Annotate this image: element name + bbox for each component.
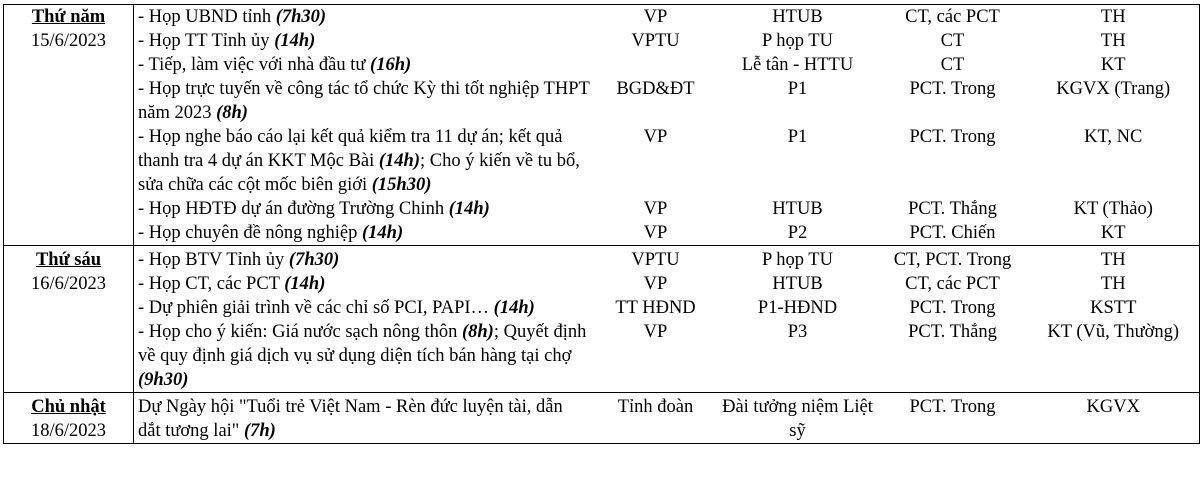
activity-time: (8h) (216, 103, 248, 123)
coordinator-cell: KT, NC (1028, 125, 1200, 197)
schedule-body (4, 5, 1200, 444)
activity-time: (14h) (284, 274, 326, 294)
activity-text: - Họp CT, các PCT (138, 274, 280, 294)
activity-text: - Họp TT Tỉnh ủy (138, 31, 270, 51)
activity-time-2: (15h30) (371, 175, 432, 195)
activity-time: (14h) (362, 223, 404, 243)
location-cell: P3 (787, 322, 808, 342)
day-date: 18/6/2023 (30, 421, 107, 441)
activity-text: - Họp UBND tỉnh (138, 7, 272, 27)
activity-time: (14h) (274, 31, 316, 51)
activity-text: - Họp nghe báo cáo lại kết quả kiểm tra 11 dự án; kết quả thanh tra 4 dự án KKT Mộc Bài (138, 127, 563, 171)
coordinator-cell: KT (Vũ, Thường) (1028, 320, 1200, 393)
activity-time: (7h) (243, 421, 276, 441)
leader-cell: CT, các PCT (878, 5, 1028, 30)
leader-cell: PCT. Thắng (908, 199, 997, 219)
coordinator-cell: TH (1028, 246, 1200, 273)
activity-text: - Họp BTV Tỉnh ủy (138, 250, 285, 270)
location-cell: P1 (787, 127, 808, 147)
coordinator-cell: TH (1028, 272, 1200, 296)
activity-time: (14h) (448, 199, 490, 219)
activity-text: - Họp cho ý kiến: Giá nước sạch nông thôn (138, 322, 458, 342)
activity-text: Dự Ngày hội "Tuổi trẻ Việt Nam - Rèn đức luyện tài, dẫn dắt tương lai" (138, 397, 563, 441)
activity-cell (134, 125, 594, 197)
leader-cell: CT (940, 31, 965, 51)
leader-cell: PCT. Chiến (909, 223, 996, 243)
activity-cell (134, 77, 594, 125)
activity-text-2: ; Quyết định về quy định giá dịch vụ sử dụng diện tích bán hàng tại chợ (138, 322, 587, 366)
activity-cell (134, 29, 594, 53)
coordinator-cell: KT (1028, 53, 1200, 77)
day-cell (4, 393, 134, 444)
coordinator-cell: KGVX (1028, 393, 1200, 444)
leader-cell: CT, các PCT (905, 274, 1000, 294)
activity-cell (134, 296, 594, 320)
leader-cell: PCT. Trong (909, 298, 996, 318)
location-cell: HTUB (772, 199, 823, 219)
host-cell (594, 53, 718, 77)
coordinator-cell: TH (1028, 5, 1200, 30)
host-cell: VP (643, 127, 668, 147)
activity-cell (134, 272, 594, 296)
leader-cell: CT, PCT. Trong (878, 246, 1028, 273)
day-date: 16/6/2023 (30, 274, 107, 294)
location-cell: HTUB (772, 274, 823, 294)
schedule-row (4, 272, 1200, 296)
schedule-row (4, 296, 1200, 320)
coordinator-cell: TH (1028, 29, 1200, 53)
schedule-row (4, 320, 1200, 393)
coordinator-cell: KGVX (Trang) (1028, 77, 1200, 125)
host-cell: VP (643, 274, 668, 294)
location-cell: Lễ tân - HTTU (741, 55, 854, 75)
schedule-row (4, 246, 1200, 273)
day-name: Thứ sáu (35, 250, 102, 270)
schedule-row (4, 53, 1200, 77)
host-cell: BGD&ĐT (616, 79, 695, 99)
day-cell (4, 246, 134, 393)
host-cell: VPTU (594, 246, 718, 273)
schedule-row (4, 221, 1200, 246)
schedule-row (4, 5, 1200, 30)
activity-time: (7h30) (288, 250, 340, 270)
leader-cell: PCT. Trong (878, 393, 1028, 444)
activity-time: (8h) (461, 322, 494, 342)
activity-text: - Dự phiên giải trình về các chỉ số PCI, PAPI… (138, 298, 490, 318)
host-cell: VP (643, 223, 668, 243)
location-cell: P1-HĐND (757, 298, 838, 318)
schedule-row (4, 393, 1200, 444)
host-cell: Tỉnh đoàn (594, 393, 718, 444)
schedule-row (4, 125, 1200, 197)
host-cell: VPTU (631, 31, 680, 51)
host-cell: VP (643, 199, 668, 219)
activity-cell (134, 221, 594, 246)
location-cell: Đài tưởng niệm Liệt sỹ (718, 393, 878, 444)
host-cell: TT HĐND (615, 298, 696, 318)
activity-text-2: ; Cho ý kiến về tu bổ, sửa chữa các cột mốc biên giới (138, 151, 580, 195)
coordinator-cell: KSTT (1028, 296, 1200, 320)
activity-time: (14h) (378, 151, 421, 171)
location-cell: P1 (787, 79, 808, 99)
activity-text: - Họp chuyên đề nông nghiệp (138, 223, 358, 243)
schedule-row (4, 197, 1200, 221)
activity-cell (134, 320, 594, 393)
leader-cell: PCT. Thắng (908, 322, 997, 342)
location-cell: HTUB (718, 5, 878, 30)
leader-cell: PCT. Trong (909, 127, 996, 147)
activity-text: - Họp trực tuyến về công tác tổ chức Kỳ thi tốt nghiệp THPT năm 2023 (138, 79, 590, 123)
location-cell: P2 (787, 223, 808, 243)
day-cell (4, 5, 134, 246)
activity-text: - Tiếp, làm việc với nhà đầu tư (138, 55, 366, 75)
host-cell: VP (594, 5, 718, 30)
activity-text: - Họp HĐTĐ dự án đường Trường Chinh (138, 199, 445, 219)
activity-cell (134, 53, 594, 77)
activity-cell (134, 197, 594, 221)
activity-time: (7h30) (275, 7, 327, 27)
location-cell: P họp TU (718, 246, 878, 273)
day-name: Chủ nhật (31, 397, 106, 417)
activity-cell (134, 393, 594, 444)
host-cell: VP (643, 322, 668, 342)
activity-time-2: (9h30) (138, 370, 189, 390)
leader-cell: CT (940, 55, 965, 75)
coordinator-cell: KT (Thảo) (1028, 197, 1200, 221)
activity-time: (14h) (493, 298, 535, 318)
activity-cell (134, 5, 594, 30)
schedule-table (3, 4, 1200, 444)
day-name: Thứ năm (31, 7, 106, 27)
leader-cell: PCT. Trong (909, 79, 996, 99)
activity-time: (16h) (370, 55, 412, 75)
activity-cell (134, 246, 594, 273)
location-cell: P họp TU (762, 31, 833, 51)
coordinator-cell: KT (1028, 221, 1200, 246)
schedule-row (4, 77, 1200, 125)
day-date: 15/6/2023 (30, 31, 107, 51)
schedule-row (4, 29, 1200, 53)
